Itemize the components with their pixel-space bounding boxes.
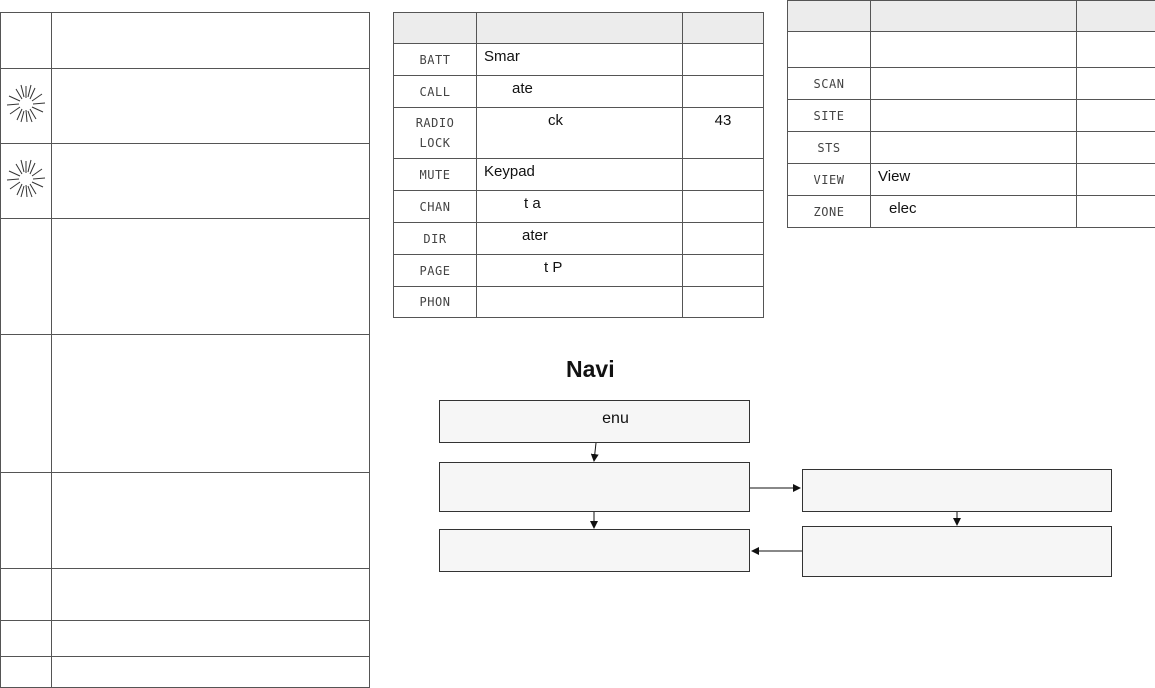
navigation-title: Navi xyxy=(566,356,615,382)
code-cell: SITE xyxy=(788,100,871,132)
code-cell: STS xyxy=(788,132,871,164)
desc-cell: Keypad xyxy=(477,159,683,191)
code-cell: VIEW xyxy=(788,164,871,196)
desc-cell: ater xyxy=(477,223,683,255)
desc-cell: elec xyxy=(871,196,1077,228)
desc-cell: View xyxy=(871,164,1077,196)
menu-box-label: enu xyxy=(602,410,629,427)
code-cell: MUTE xyxy=(394,159,477,191)
desc-cell: ate xyxy=(477,76,683,108)
code-cell: ZONE xyxy=(788,196,871,228)
code-cell: DIR xyxy=(394,223,477,255)
code-cell: PHON xyxy=(394,287,477,318)
code-cell: BATT xyxy=(394,44,477,76)
desc-cell: Smar xyxy=(477,44,683,76)
desc-cell: ck xyxy=(477,108,683,159)
arrow-menu-to-step2 xyxy=(594,443,596,461)
code-cell: CHAN xyxy=(394,191,477,223)
code-cell: CALL xyxy=(394,76,477,108)
code-cell: PAGE xyxy=(394,255,477,287)
code-cell: RADIO LOCK xyxy=(394,108,477,159)
desc-cell: t a xyxy=(477,191,683,223)
value-cell: 43 xyxy=(683,108,764,159)
code-cell: SCAN xyxy=(788,68,871,100)
desc-cell: t P xyxy=(477,255,683,287)
